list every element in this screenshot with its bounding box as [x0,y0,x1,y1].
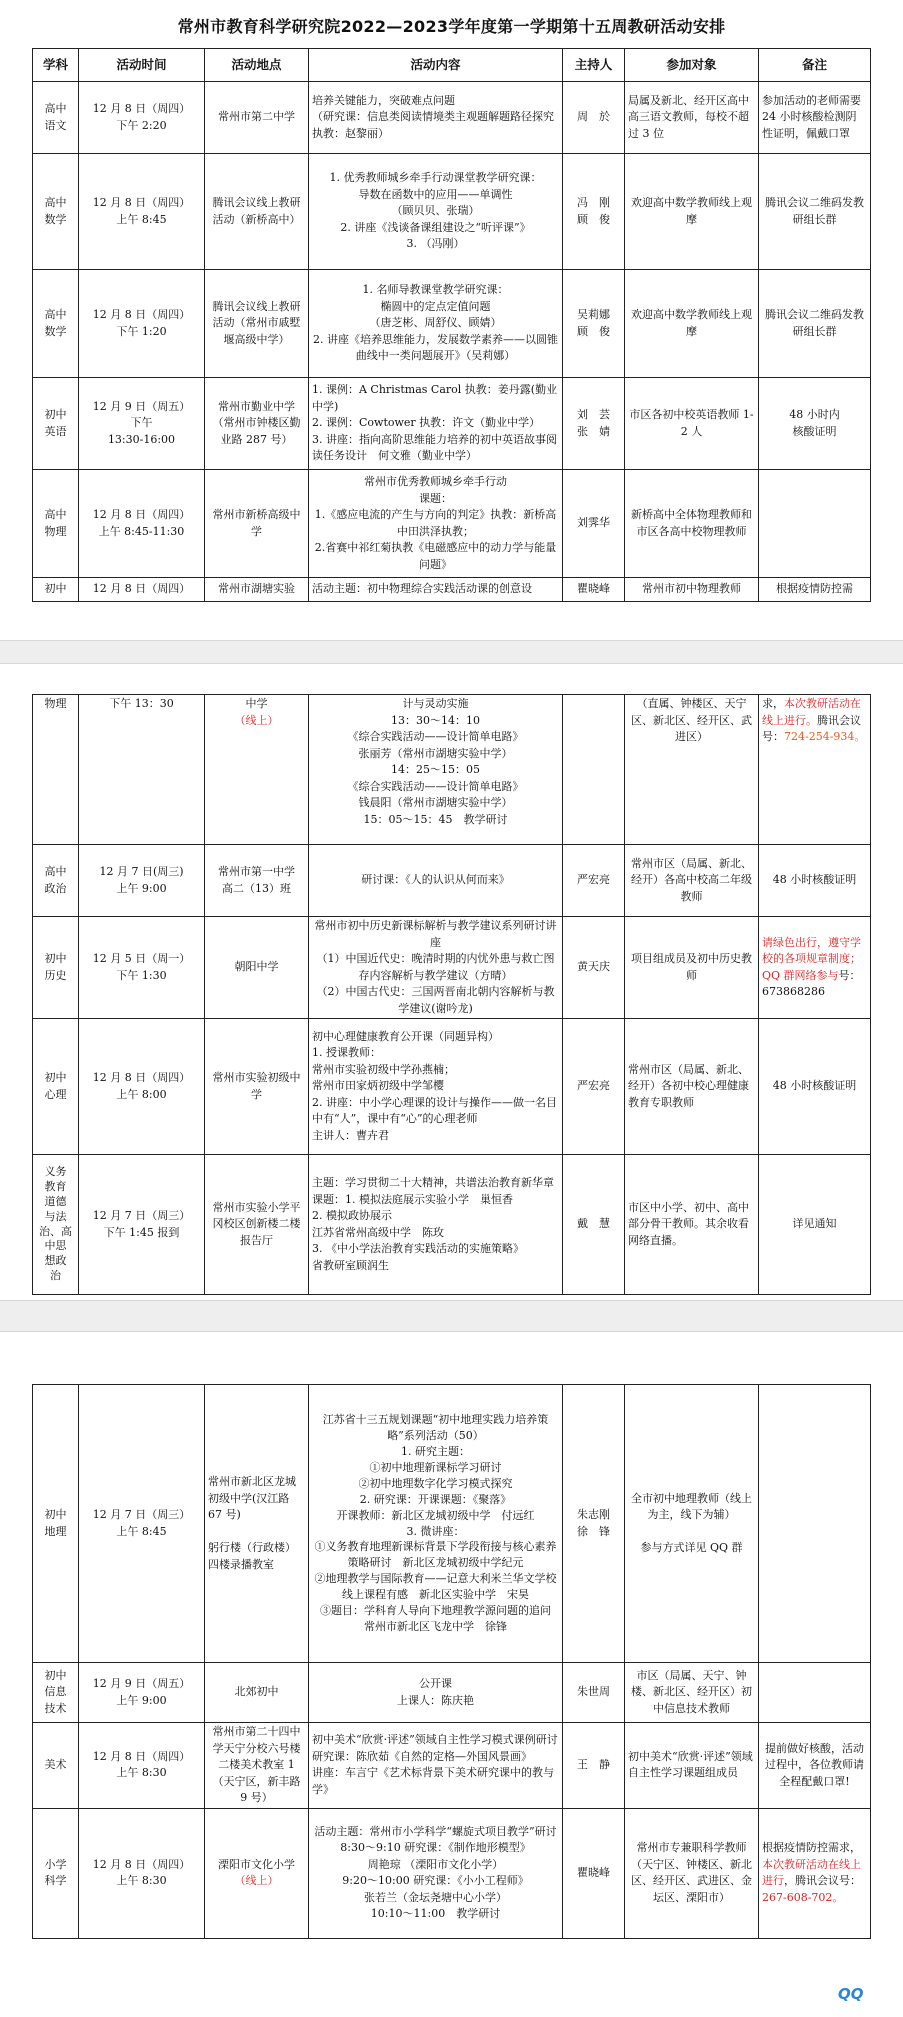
host-cell: 吴莉娜 顾 俊 [563,270,625,378]
note-cell: 48 小时核酸证明 [759,1019,871,1155]
subject-cell: 高中 物理 [33,470,79,578]
participants-cell: 全市初中地理教师（线上为主，线下为辅） 参与方式详见 QQ 群 [625,1385,759,1663]
place-cell: 北郊初中 [205,1663,309,1723]
host-cell: 冯 刚 顾 俊 [563,154,625,270]
table-row [33,1155,871,1295]
table-row [33,1663,871,1723]
time-cell: 12 月 9 日（周五） 下午 13:30-16:00 [79,378,205,470]
host-cell: 戴 慧 [563,1155,625,1295]
note-red-text: 请绿色出行，遵守学校的各项规章制度；QQ 群网络参与 [762,935,861,982]
host-cell: 刘霁华 [563,470,625,578]
time-cell: 12 月 7 日（周三） 下午 1:45 报到 [79,1155,205,1295]
host-cell: 朱志刚 徐 锋 [563,1385,625,1663]
schedule-table-3 [32,1384,871,1939]
note-cell: 48 小时内 核酸证明 [759,378,871,470]
qq-watermark-logo: QQ [838,1985,864,2003]
note-cell: 详见通知 [759,1155,871,1295]
table-row [33,917,871,1019]
participants-cell: 市区中小学、初中、高中部分骨干教师。其余收看网络直播。 [625,1155,759,1295]
place-cell: 常州市第一中学 高二（13）班 [205,845,309,917]
subject-cell: 高中 数学 [33,154,79,270]
table-row [33,845,871,917]
place-cell: 朝阳中学 [205,917,309,1019]
participants-cell: （直属、钟楼区、天宁区、新北区、经开区、武进区） [625,695,759,845]
participants-cell: 项目组成员及初中历史教师 [625,917,759,1019]
note-text: 求， [762,697,784,710]
content-cell: 初中美术“欣赏·评述”领域自主性学习模式课例研讨 研究课：陈欣茹《自然的定格—外国风景画》 讲座：车言宁《艺术标背景下美术研究课中的教与学》 [309,1723,563,1809]
host-cell: 严宏亮 [563,1019,625,1155]
place-cell: 常州市第二中学 [205,82,309,154]
note-cell [759,1663,871,1723]
place-cell: 常州市第二十四中学天宁分校六号楼二楼美术教室 1（天宁区，新丰路 9 号） [205,1723,309,1809]
subject-cell: 初中 历史 [33,917,79,1019]
content-cell: 活动主题：常州市小学科学“螺旋式项目教学”研讨 8:30～9:10 研究课：《制作地形模型》 周艳琼 （溧阳市文化小学） 9:20～10:00 研究课：《小小工程师》 张若兰（金坛尧塘中心小学） 10:10～11:00 教学研讨 [309,1808,563,1938]
subject-cell: 物理 [33,695,79,845]
time-cell: 12 月 8 日（周四） 上午 8:30 [79,1808,205,1938]
table-row [33,1723,871,1809]
content-cell: 1. 优秀教师城乡牵手行动课堂教学研究课： 导数在函数中的应用——单调性 （顾贝贝、张瑞） 2. 讲座《浅谈备课组建设之“听评课”》 3. （冯刚） [309,154,563,270]
participants-cell: 市区各初中校英语教师 1-2 人 [625,378,759,470]
time-cell: 12 月 8 日（周四） 上午 8:45-11:30 [79,470,205,578]
note-cell [759,695,871,845]
host-cell: 刘 芸 张 婧 [563,378,625,470]
note-cell: 提前做好核酸，活动过程中，各位教师请全程配戴口罩! [759,1723,871,1809]
page-separator [0,640,903,664]
place-text: 中学 [245,697,268,710]
time-cell: 12 月 5 日（周一） 下午 1:30 [79,917,205,1019]
host-cell: 瞿晓峰 [563,1808,625,1938]
place-cell: 常州市新桥高级中学 [205,470,309,578]
place-cell: 常州市勤业中学（常州市钟楼区勤业路 287 号） [205,378,309,470]
meeting-label: ，腾讯会议号： [784,1874,861,1887]
place-cell: 常州市实验小学平冈校区创新楼二楼报告厅 [205,1155,309,1295]
table-row [33,578,871,602]
meeting-id[interactable]: 267-608-702。 [762,1890,844,1904]
subject-cell: 高中 数学 [33,270,79,378]
subject-cell: 美术 [33,1723,79,1809]
participants-cell: 常州市区（局属、新北、经开）各高中校高二年级教师 [625,845,759,917]
page-title: 常州市教育科学研究院2022—2023学年度第一学期第十五周教研活动安排 [177,17,726,36]
content-cell: 培养关键能力，突破难点问题 （研究课：信息类阅读情境类主观题解题路径探究 执教：赵黎丽） [309,82,563,154]
note-cell [759,1808,871,1938]
table-row [33,1385,871,1663]
place-cell: 腾讯会议线上教研活动（常州市戚墅堰高级中学） [205,270,309,378]
content-cell: 初中心理健康教育公开课（同题异构） 1. 授课教师： 常州市实验初级中学孙燕楠； 常州市田家炳初级中学邹樱 2. 讲座：中小学心理课的设计与操作——做一名目中有“人”，课中有“心”的心理老师 主讲人：曹卉君 [309,1019,563,1155]
column-header: 主持人 [563,49,625,82]
subject-cell: 初中 信息 技术 [33,1663,79,1723]
participants-cell: 常州市专兼职科学教师（天宁区、钟楼区、新北区、经开区、武进区、金坛区、溧阳市） [625,1808,759,1938]
time-cell: 12 月 9 日（周五） 上午 9:00 [79,1663,205,1723]
table-row [33,270,871,378]
participants-cell: 欢迎高中数学教师线上观摩 [625,154,759,270]
place-cell: 腾讯会议线上教研活动（新桥高中） [205,154,309,270]
host-cell: 王 静 [563,1723,625,1809]
subject-cell: 初中 地理 [33,1385,79,1663]
online-tag: （线上） [234,1874,279,1887]
participants-cell: 初中美术“欣赏·评述”领域自主性学习课题组成员 [625,1723,759,1809]
time-cell: 12 月 8 日（周四） 上午 8:00 [79,1019,205,1155]
note-cell: 腾讯会议二维码发教研组长群 [759,154,871,270]
content-cell: 1. 名师导教课堂教学研究课： 椭圆中的定点定值问题 （唐芝彬、周舒仪、顾婧） 2. 讲座《培养思维能力，发展数学素养——以圆锥曲线中一类问题展开》（吴莉娜） [309,270,563,378]
content-cell: 研讨课：《人的认识从何而来》 [309,845,563,917]
time-cell: 12 月 8 日（周四） 上午 8:45 [79,154,205,270]
online-notice: 本次教研活动在线上进行。 [762,697,861,727]
table-row [33,82,871,154]
participants-cell: 新桥高中全体物理教师和市区各高中校物理教师 [625,470,759,578]
place-cell: 常州市湖塘实验 [205,578,309,602]
schedule-table-2 [32,694,871,1295]
content-cell: 1. 课例：A Christmas Carol 执教：姜丹露(勤业中学) 2. 课例：Cowtower 执教：许文（勤业中学） 3. 讲座：指向高阶思维能力培养的初中英语故事阅读任务设计 何文雅（勤业中学） [309,378,563,470]
participants-cell: 常州市区（局属、新北、经开）各初中校心理健康教育专职教师 [625,1019,759,1155]
place-cell: 常州市实验初级中学 [205,1019,309,1155]
note-cell: 根据疫情防控需 [759,578,871,602]
content-cell: 主题：学习贯彻二十大精神，共谱法治教育新华章 课题：1. 模拟法庭展示实验小学 巢恒香 2. 模拟政协展示 江苏省常州高级中学 陈玫 3. 《中小学法治教育实践活动的实施策略》 省教研室顾润生 [309,1155,563,1295]
page-separator [0,1300,903,1332]
participants-cell: 局属及新北、经开区高中高三语文教师，每校不超过 3 位 [625,82,759,154]
online-notice: 本次教研活动在线上进行 [762,1857,861,1887]
table-row [33,1808,871,1938]
note-cell [759,470,871,578]
subject-cell: 小学 科学 [33,1808,79,1938]
subject-cell: 初中 英语 [33,378,79,470]
host-cell: 严宏亮 [563,845,625,917]
table-row [33,1019,871,1155]
time-cell: 12 月 8 日（周四） 下午 2:20 [79,82,205,154]
place-cell: 常州市新北区龙城初级中学(汉江路 67 号) 躬行楼（行政楼）四楼录播教室 [205,1385,309,1663]
note-cell [759,917,871,1019]
content-cell: 计与灵动实施 13：30～14：10 《综合实践活动——设计简单电路》 张丽芳（常州市湖塘实验中学） 14：25～15：05 《综合实践活动——设计简单电路》 钱晨阳（常州市湖塘实验中学） 15：05～15：45 教学研讨 [309,695,563,845]
participants-cell: 常州市初中物理教师 [625,578,759,602]
time-cell: 12 月 7 日（周三） 上午 8:45 [79,1385,205,1663]
time-cell: 12 月 8 日（周四） [79,578,205,602]
content-cell: 常州市优秀教师城乡牵手行动 课题： 1.《感应电流的产生与方向的判定》执教：新桥高中田洪泽执教； 2.省赛中祁红菊执教《电磁感应中的动力学与能量问题》 [309,470,563,578]
time-cell: 12 月 8 日（周四） 上午 8:30 [79,1723,205,1809]
column-header: 活动内容 [309,49,563,82]
note-cell: 48 小时核酸证明 [759,845,871,917]
note-text: 根据疫情防控需求， [762,1841,861,1854]
note-cell [759,1385,871,1663]
host-cell: 朱世周 [563,1663,625,1723]
column-header: 学科 [33,49,79,82]
column-header: 参加对象 [625,49,759,82]
time-cell: 12 月 7 日(周三) 上午 9:00 [79,845,205,917]
subject-cell: 义务 教育 道德 与法 治、高 中思 想政 治 [33,1155,79,1295]
time-cell: 下午 13：30 [79,695,205,845]
column-header: 备注 [759,49,871,82]
content-cell: 常州市初中历史新课标解析与教学建议系列研讨讲座 （1）中国近代史：晚清时期的内忧外患与救亡图存内容解析与教学建议（方晴） （2）中国古代史：三国两晋南北朝内容解析与教学建议(谢吟龙) [309,917,563,1019]
host-cell: 周 於 [563,82,625,154]
table-row [33,378,871,470]
qq-group-number[interactable]: 号：673868286 [762,968,861,998]
host-cell: 黄天庆 [563,917,625,1019]
note-cell: 腾讯会议二维码发教研组长群 [759,270,871,378]
subject-cell: 初中 心理 [33,1019,79,1155]
host-cell [563,695,625,845]
subject-cell: 初中 [33,578,79,602]
online-tag: （线上） [234,713,279,727]
host-cell: 瞿晓峰 [563,578,625,602]
column-header: 活动地点 [205,49,309,82]
table-header [33,49,871,82]
note-cell: 参加活动的老师需要 24 小时核酸检测阴性证明，佩戴口罩 [759,82,871,154]
table-row [33,470,871,578]
subject-cell: 高中 政治 [33,845,79,917]
schedule-table-1 [32,48,871,602]
content-cell: 江苏省十三五规划课题“初中地理实践力培养策略”系列活动（50） 1. 研究主题： ①初中地理新课标学习研讨 ②初中地理数字化学习模式探究 2. 研究课：开课课题：《聚落》 开课教师：新北区龙城初级中学 付远红 3. 微讲座： ①义务教育地理新课标背景下学段衔接与核心素养策略研讨 新北区龙城初级中学纪元 ②地理教学与国际教育——记意大利米兰华文学校线上课程有感 新北区实验中学 宋昊 ③题目：学科育人导向下地理教学源问题的追问 常州市新北区飞龙中学 徐锋 [309,1385,563,1663]
time-cell: 12 月 8 日（周四） 下午 1:20 [79,270,205,378]
table-row [33,154,871,270]
place-text: 溧阳市文化小学 [218,1857,295,1871]
content-cell: 公开课 上课人：陈庆艳 [309,1663,563,1723]
content-cell: 活动主题：初中物理综合实践活动课的创意设 [309,578,563,602]
column-header: 活动时间 [79,49,205,82]
place-cell [205,695,309,845]
participants-cell: 市区（局属、天宁、钟楼、新北区、经开区）初中信息技术教师 [625,1663,759,1723]
place-cell [205,1808,309,1938]
participants-cell: 欢迎高中数学教师线上观摩 [625,270,759,378]
table-row-continued [33,695,871,845]
meeting-id[interactable]: 724-254-934。 [784,730,866,743]
subject-cell: 高中 语文 [33,82,79,154]
meeting-label: 腾讯会议号： [762,713,861,743]
